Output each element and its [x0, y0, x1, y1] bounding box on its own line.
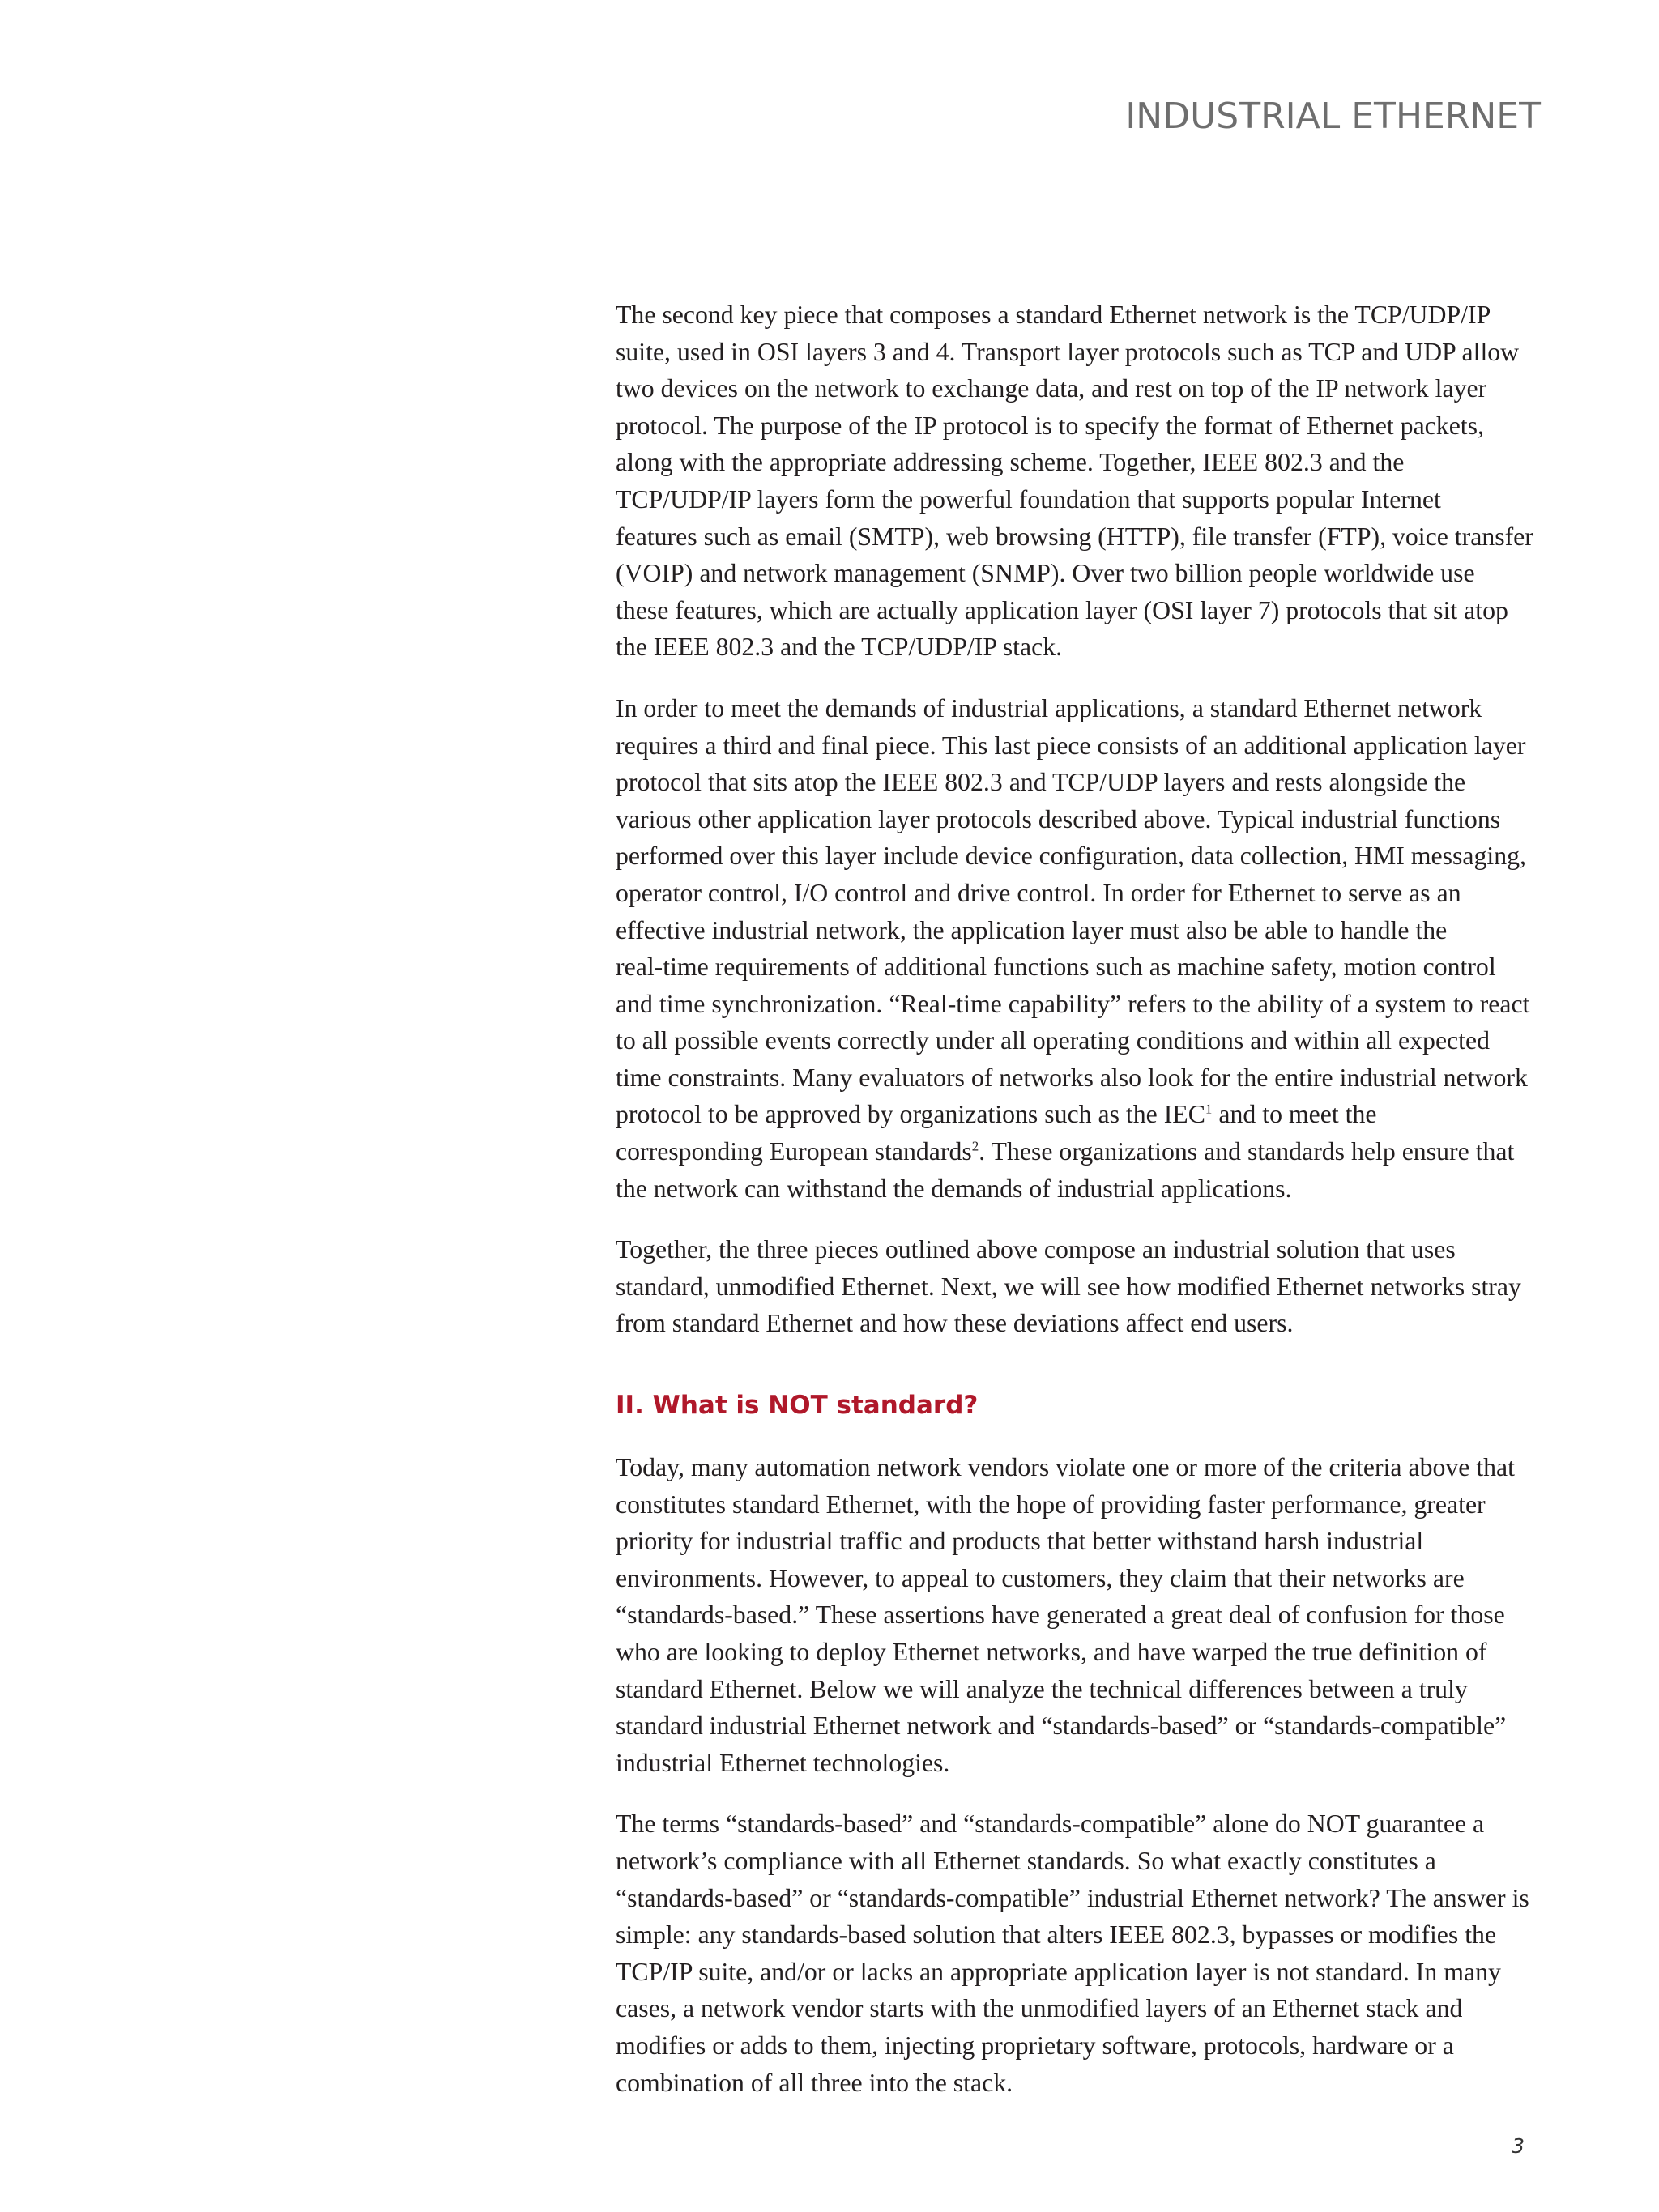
text-line: features such as email (SMTP), web browsing (HTTP), file transfer (FTP), voice transfer	[616, 522, 1533, 551]
text-line: (VOIP) and network management (SNMP). Over two billion people worldwide use	[616, 559, 1475, 588]
text-line: environments. However, to appeal to customers, they claim that their networks are	[616, 1563, 1465, 1592]
text-fragment: and to meet the	[1212, 1100, 1377, 1129]
text-line: to all possible events correctly under all operating conditions and within all expected	[616, 1026, 1491, 1055]
text-line: performed over this layer include device configuration, data collection, HMI messaging,	[616, 842, 1526, 871]
paragraph-application-layer	[616, 690, 1539, 1207]
paragraph-together	[616, 1231, 1539, 1342]
text-line: simple: any standards-based solution that alters IEEE 802.3, bypasses or modifies the	[616, 1920, 1497, 1950]
text-line: suite, used in OSI layers 3 and 4. Transport layer protocols such as TCP and UDP allow	[616, 337, 1520, 366]
text-fragment: . These organizations and standards help ensure that	[979, 1137, 1515, 1166]
text-line: modifies or adds to them, injecting proprietary software, protocols, hardware or a	[616, 2031, 1454, 2060]
footnote-ref-1: 1	[1205, 1101, 1213, 1117]
text-line: from standard Ethernet and how these deviations affect end users.	[616, 1309, 1294, 1338]
text-line: various other application layer protocols described above. Typical industrial functions	[616, 804, 1501, 833]
text-line: “standards-based” or “standards-compatible” industrial Ethernet network? The answer is	[616, 1883, 1529, 1912]
paragraph-vendors	[616, 1449, 1539, 1781]
text-fragment: corresponding European standards	[616, 1137, 972, 1166]
text-line: “standards-based.” These assertions have generated a great deal of confusion for those	[616, 1600, 1505, 1630]
text-line: Together, the three pieces outlined above compose an industrial solution that uses	[616, 1235, 1456, 1264]
text-line: along with the appropriate addressing scheme. Together, IEEE 802.3 and the	[616, 448, 1405, 477]
text-line: industrial Ethernet technologies.	[616, 1748, 950, 1777]
text-line: time constraints. Many evaluators of networks also look for the entire industrial network	[616, 1063, 1528, 1092]
paragraph-tcp-udp-ip	[616, 296, 1539, 666]
text-line: operator control, I/O control and drive control. In order for Ethernet to serve as an	[616, 878, 1461, 907]
text-line: effective industrial network, the application layer must also be able to handle the	[616, 915, 1448, 944]
text-line: constitutes standard Ethernet, with the hope of providing faster performance, greater	[616, 1490, 1486, 1519]
footnote-ref-2: 2	[971, 1138, 979, 1154]
text-line: TCP/IP suite, and/or or lacks an appropriate application layer is not standard. In many	[616, 1957, 1501, 1986]
text-line: protocol. The purpose of the IP protocol is to specify the format of Ethernet packets,	[616, 411, 1484, 440]
text-line: priority for industrial traffic and products that better withstand harsh industrial	[616, 1527, 1424, 1556]
text-line: TCP/UDP/IP layers form the powerful foundation that supports popular Internet	[616, 484, 1441, 514]
text-line: these features, which are actually application layer (OSI layer 7) protocols that sit atop	[616, 595, 1508, 624]
text-line: The second key piece that composes a standard Ethernet network is the TCP/UDP/IP	[616, 300, 1491, 329]
text-line: real-time requirements of additional functions such as machine safety, motion control	[616, 953, 1496, 982]
body-text	[616, 296, 1539, 2125]
text-line: network’s compliance with all Ethernet standards. So what exactly constitutes a	[616, 1846, 1436, 1875]
text-fragment: protocol to be approved by organizations such as the IEC	[616, 1100, 1205, 1129]
running-header: INDUSTRIAL ETHERNET	[1125, 96, 1541, 137]
text-line: cases, a network vendor starts with the unmodified layers of an Ethernet stack and	[616, 1994, 1463, 2023]
paragraph-standards-terms	[616, 1805, 1539, 2101]
text-line: Today, many automation network vendors violate one or more of the criteria above that	[616, 1453, 1516, 1482]
text-line: standard Ethernet. Below we will analyze the technical differences between a truly	[616, 1674, 1468, 1703]
section-heading: II. What is NOT standard?	[616, 1391, 979, 1421]
text-line: standard industrial Ethernet network and “standards-based” or “standards-compatible”	[616, 1711, 1507, 1741]
text-line: who are looking to deploy Ethernet networks, and have warped the true definition of	[616, 1638, 1487, 1666]
text-line: and time synchronization. “Real-time capability” refers to the ability of a system to react	[616, 989, 1530, 1018]
text-line: two devices on the network to exchange data, and rest on top of the IP network layer	[616, 374, 1487, 403]
text-line: requires a third and final piece. This last piece consists of an additional application layer	[616, 731, 1526, 760]
text-line-footnote-2	[616, 1133, 1539, 1170]
text-line: standard, unmodified Ethernet. Next, we will see how modified Ethernet networks stray	[616, 1272, 1521, 1301]
page-number: 3	[1512, 2134, 1525, 2158]
text-line: protocol that sits atop the IEEE 802.3 and TCP/UDP layers and rests alongside the	[616, 768, 1466, 797]
text-line-footnote-1	[616, 1096, 1539, 1133]
text-line: combination of all three into the stack.	[616, 2068, 1013, 2097]
text-line: In order to meet the demands of industrial applications, a standard Ethernet network	[616, 693, 1482, 722]
text-line: the IEEE 802.3 and the TCP/UDP/IP stack.	[616, 633, 1063, 662]
text-line: the network can withstand the demands of industrial applications.	[616, 1174, 1292, 1203]
text-line: The terms “standards-based” and “standards-compatible” alone do NOT guarantee a	[616, 1809, 1485, 1839]
